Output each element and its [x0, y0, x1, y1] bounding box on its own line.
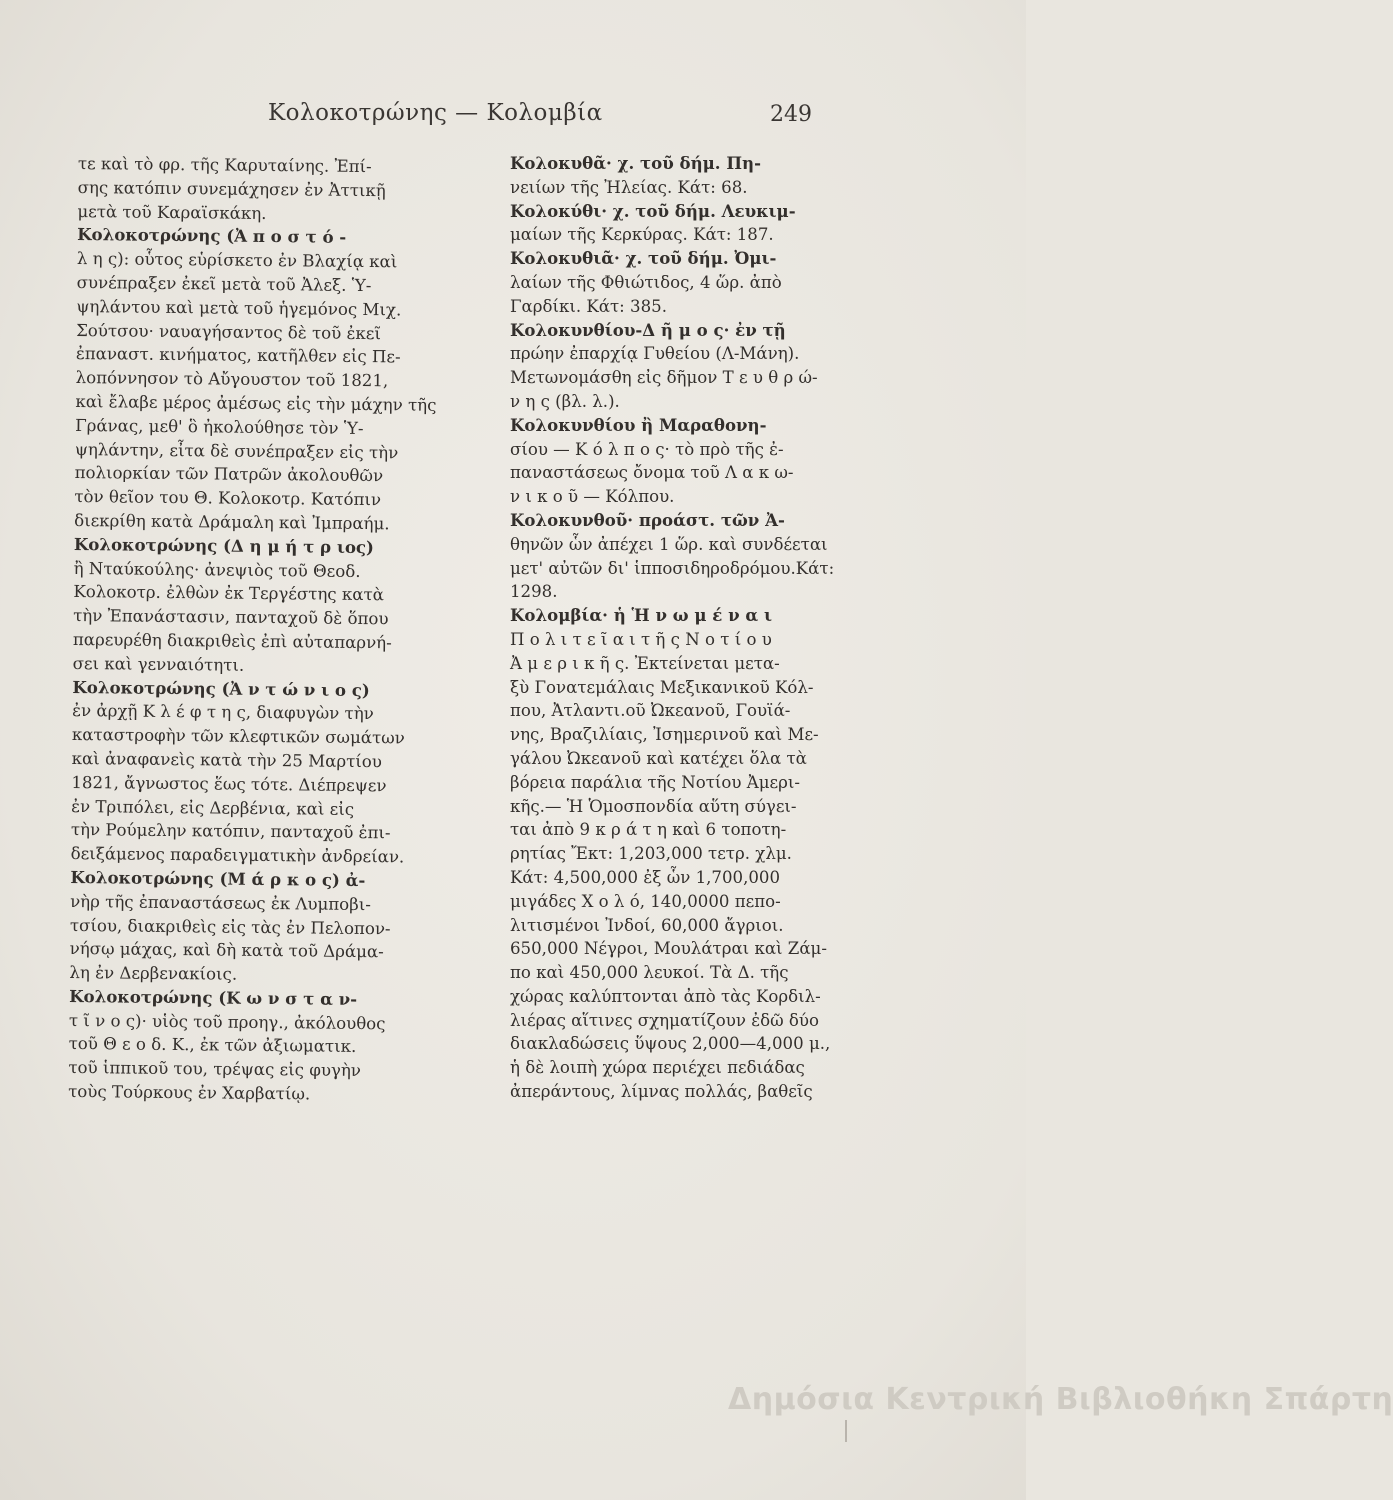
- entry-headline: Κολοκοτρώνης (Δ η μ ή τ ρ ιος): [73, 533, 375, 557]
- text-line: ἡ δὲ λοιπὴ χώρα περιέχει πεδιάδας: [510, 1058, 805, 1078]
- right-column: [510, 152, 834, 1104]
- text-line: τε καὶ τὸ φρ. τῆς Καρυταίνης. Ἐπί-: [77, 153, 372, 177]
- text-line: παναστάσεως ὄνομα τοῦ Λ α κ ω-: [510, 463, 794, 483]
- text-line: Ἀ μ ε ρ ι κ ῆ ς. Ἐκτείνεται μετα-: [510, 653, 780, 673]
- text-line: Γαρδίκι. Κάτ: 385.: [510, 296, 667, 316]
- text-line: Π ο λ ι τ ε ῖ α ι τ ῆ ς Ν ο τ ί ο υ: [510, 629, 772, 649]
- text-line: ἀπεράντους, λίμνας πολλάς, βαθεῖς: [510, 1082, 813, 1102]
- entry-headline: Κολοκυθᾶ· χ. τοῦ δήμ. Πη-: [510, 153, 761, 173]
- text-line: λ η ς): οὗτος εὑρίσκετο ἐν Βλαχίᾳ καὶ: [76, 249, 398, 272]
- text-line: τσίου, διακριθεὶς εἰς τὰς ἐν Πελοπον-: [69, 915, 391, 938]
- text-line: Κάτ: 4,500,000 ἐξ ὧν 1,700,000: [510, 867, 781, 887]
- text-line: καὶ ἀναφανεὶς κατὰ τὴν 25 Μαρτίου: [71, 748, 383, 772]
- text-line: μαίων τῆς Κερκύρας. Κάτ: 187.: [510, 225, 774, 245]
- text-line: νειίων τῆς Ἠλείας. Κάτ: 68.: [510, 177, 748, 197]
- running-title: Κολοκοτρώνης — Κολομβία: [268, 100, 603, 126]
- text-line: σίου — Κ ό λ π ο ς· τὸ πρὸ τῆς ἐ-: [510, 439, 784, 459]
- text-line: 1821, ἄγνωστος ἕως τότε. Διέπρεψεν: [71, 772, 387, 795]
- entry-headline: Κολοκυνθίου-Δ ῆ μ ο ς· ἐν τῇ: [510, 319, 786, 340]
- text-line: διακλαδώσεις ὕψους 2,000—4,000 μ.,: [510, 1034, 831, 1054]
- text-line: πρώην ἐπαρχίᾳ Γυθείου (Λ-Μάνη).: [510, 344, 800, 364]
- text-line: τ ῖ ν ο ς)· υἱὸς τοῦ προηγ., ἀκόλουθος: [68, 1010, 386, 1033]
- entry-headline: Κολοκοτρώνης (Κ ω ν σ τ α ν-: [69, 985, 358, 1009]
- text-line: ἢ Νταύκούλης· ἀνεψιὸς τοῦ Θεοδ.: [73, 558, 361, 581]
- entry-headline: Κολοκύθι· χ. τοῦ δήμ. Λευκιμ-: [510, 200, 796, 221]
- left-column: [68, 152, 474, 1108]
- text-line: βόρεια παράλια τῆς Νοτίου Ἀμερι-: [510, 772, 800, 792]
- text-line: τὴν Ἐπανάστασιν, πανταχοῦ δὲ ὅπου: [73, 606, 389, 629]
- text-line: πολιορκίαν τῶν Πατρῶν ἀκολουθῶν: [74, 463, 384, 486]
- text-line: λαίων τῆς Φθιώτιδος, 4 ὥρ. ἀπὸ: [510, 272, 782, 292]
- text-line: τὸν θεῖον του Θ. Κολοκοτρ. Κατόπιν: [74, 487, 382, 510]
- entry-headline: Κολοκυνθοῦ· προάστ. τῶν Ἀ-: [510, 509, 785, 530]
- text-line: ψηλάντην, εἶτα δὲ συνέπραξεν εἰς τὴν: [74, 439, 399, 462]
- text-line: Κολοκοτρ. ἐλθὼν ἐκ Τεργέστης κατὰ: [73, 582, 384, 605]
- text-line: μετ' αὐτῶν δι' ἱπποσιδηροδρόμου.Κάτ:: [510, 558, 835, 578]
- text-line: ν ι κ ο ῦ — Κόλπου.: [510, 487, 675, 507]
- text-line: Γράνας, μεθ' ὃ ἠκολούθησε τὸν Ὑ-: [75, 415, 364, 438]
- text-line: θηνῶν ὧν ἀπέχει 1 ὥρ. καὶ συνδέεται: [510, 534, 828, 554]
- text-line: μιγάδες Χ ο λ ό, 140,0000 πεπο-: [510, 891, 781, 911]
- entry-headline: Κολοκυθιᾶ· χ. τοῦ δήμ. Ὀμι-: [510, 248, 777, 269]
- text-line: νήσῳ μάχας, καὶ δὴ κατὰ τοῦ Δράμα-: [69, 939, 384, 962]
- text-line: καταστροφὴν τῶν κλεφτικῶν σωμάτων: [71, 725, 405, 748]
- text-line: ψηλάντου καὶ μετὰ τοῦ ἡγεμόνος Μιχ.: [76, 296, 402, 320]
- text-line: Σούτσου· ναυαγήσαντος δὲ τοῦ ἐκεῖ: [76, 320, 382, 343]
- text-line: μετὰ τοῦ Καραϊσκάκη.: [77, 201, 267, 223]
- text-line: χώρας καλύπτονται ἀπὸ τὰς Κορδιλ-: [510, 986, 821, 1006]
- text-line: ρητίας Ἔκτ: 1,203,000 τετρ. χλμ.: [510, 844, 792, 864]
- page-header: [0, 100, 1026, 140]
- text-line: παρευρέθη διακριθεὶς ἐπὶ αὐταπαρνή-: [72, 629, 392, 653]
- entry-headline: Κολοκυνθίου ἢ Μαραθονη-: [510, 414, 767, 435]
- text-line: Μετωνομάσθη εἰς δῆμον Τ ε υ θ ρ ώ-: [510, 368, 818, 388]
- text-line: τοῦ ἱππικοῦ του, τρέψας εἰς φυγὴν: [68, 1058, 362, 1081]
- text-line: ται ἀπὸ 9 κ ρ ά τ η καὶ 6 τοποτη-: [510, 820, 787, 840]
- text-line: σει καὶ γενναιότητι.: [72, 653, 245, 675]
- text-line: καὶ ἔλαβε μέρος ἀμέσως εἰς τὴν μάχην τῆς: [75, 391, 437, 415]
- page-number: 249: [770, 102, 812, 127]
- text-line: νὴρ τῆς ἐπαναστάσεως ἐκ Λυμποβι-: [70, 891, 372, 914]
- text-line: δειξάμενος παραδειγματικὴν ἀνδρείαν.: [70, 844, 405, 867]
- text-line: ἐπαναστ. κινήματος, κατῆλθεν εἰς Πε-: [75, 344, 401, 367]
- text-line: συνέπραξεν ἐκεῖ μετὰ τοῦ Ἀλεξ. Ὑ-: [76, 272, 372, 296]
- entry-headline: Κολοκοτρώνης (Ἀ ν τ ώ ν ι ο ς): [72, 676, 370, 700]
- text-line: που, Ἀτλαντι.οῦ Ὠκεανοῦ, Γουϊά-: [510, 701, 791, 721]
- text-line: λιτισμένοι Ἰνδοί, 60,000 ἄγριοι.: [510, 915, 784, 935]
- text-line: πο καὶ 450,000 λευκοί. Τὰ Δ. τῆς: [510, 963, 789, 983]
- entry-headline: Κολοκοτρώνης (Ἀ π ο σ τ ό -: [77, 224, 347, 248]
- text-line: νης, Βραζιλίαις, Ἰσημερινοῦ καὶ Με-: [510, 725, 819, 745]
- text-line: 650,000 Νέγροι, Μουλάτραι καὶ Ζάμ-: [510, 939, 827, 959]
- text-line: λη ἐν Δερβενακίοις.: [69, 963, 238, 984]
- entry-headline: Κολοκοτρώνης (Μ ά ρ κ ο ς) ἀ-: [70, 866, 366, 890]
- text-line: σης κατόπιν συνεμάχησεν ἐν Ἀττικῇ: [77, 177, 386, 201]
- text-line: τοὺς Τούρκους ἐν Χαρβατίῳ.: [68, 1082, 311, 1104]
- text-line: 1298.: [510, 582, 558, 602]
- text-line: λιέρας αἵτινες σχηματίζουν ἐδῶ δύο: [510, 1010, 820, 1030]
- text-line: τὴν Ρούμελην κατόπιν, πανταχοῦ ἐπι-: [70, 820, 391, 843]
- text-line: γάλου Ὠκεανοῦ καὶ κατέχει ὅλα τὰ: [510, 748, 807, 768]
- text-line: κῆς.— Ἡ Ὁμοσπονδία αὕτη σύγει-: [510, 796, 797, 816]
- text-line: ξὺ Γονατεμάλαις Μεξικανικοῦ Κόλ-: [510, 677, 814, 697]
- text-line: διεκρίθη κατὰ Δράμαλη καὶ Ἰμπραήμ.: [74, 510, 390, 534]
- text-line: τοῦ Θ ε ο δ. Κ., ἐκ τῶν ἀξιωματικ.: [68, 1034, 357, 1057]
- text-line: ἐν Τριπόλει, εἰς Δερβένια, καὶ εἰς: [71, 796, 355, 819]
- text-line: ν η ς (βλ. λ.).: [510, 391, 620, 411]
- margin-mark: [845, 1420, 847, 1442]
- text-line: ἐν ἀρχῇ Κ λ έ φ τ η ς, διαφυγὼν τὴν: [72, 701, 374, 724]
- library-watermark: Δημόσια Κεντρική Βιβλιοθήκη Σπάρτη: [728, 1382, 1393, 1417]
- text-line: λοπόννησον τὸ Αὔγουστον τοῦ 1821,: [75, 368, 389, 391]
- entry-headline: Κολομβία· ἡ Ἡ ν ω μ έ ν α ι: [510, 605, 773, 626]
